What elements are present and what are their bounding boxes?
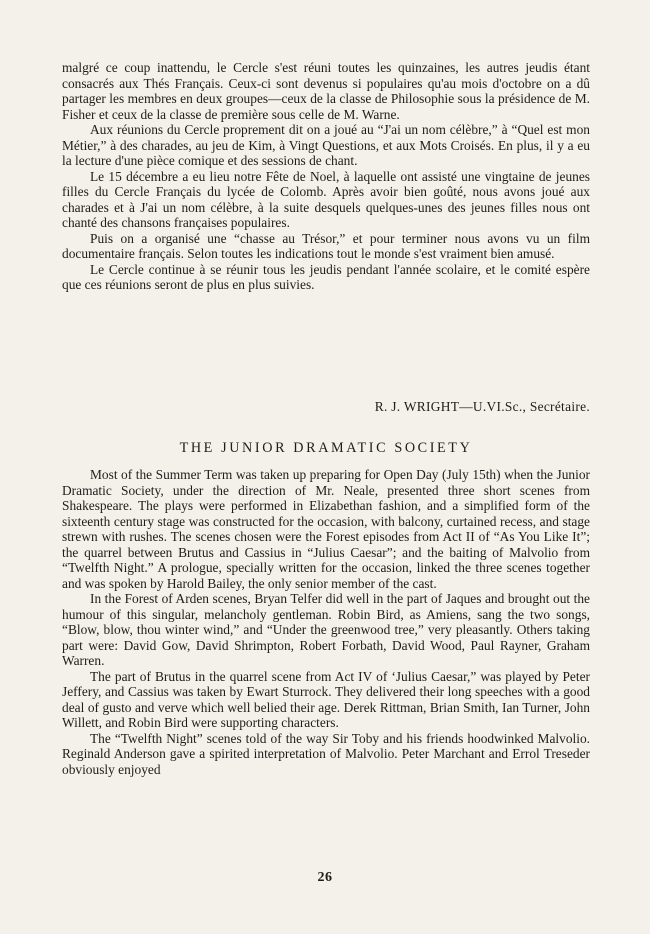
paragraph: The part of Brutus in the quarrel scene from Act IV of ‘Julius Caesar,” was played by Peter Jeffery, and Cassius was taken by Ewart Sturrock. They delivered their long speeches with a good deal of gusto and verve which well belied their age. Derek Rittman, Brian Smith, Ian Turner, John Willett, and Robin Bird were supporting characters. (62, 668, 590, 730)
section-heading: THE JUNIOR DRAMATIC SOCIETY (179, 440, 473, 456)
page-number: 26 (317, 870, 333, 885)
paragraph: Aux réunions du Cercle proprement dit on a joué au “J'ai un nom célèbre,” à “Quel est mon Métier,” à des charades, au jeu de Kim, à Vingt Questions, et aux Mots Croisés. En plus, il y a eu la lecture d'une pièce comique et des sessions de chant. (62, 122, 590, 168)
paragraph: In the Forest of Arden scenes, Bryan Telfer did well in the part of Jaques and brought out the humour of this singular, melancholy gentleman. Robin Bird, as Amiens, sang the two songs, “Blow, blow, thou winter wind,” and “Under the greenwood tree,” very pleasantly. Others taking part were: David Gow, David Shrimpton, Robert Forbath, David Wood, Paul Rayner, Graham Warren. (62, 591, 590, 668)
paragraph: Le 15 décembre a eu lieu notre Fête de Noel, à laquelle ont assisté une vingtaine de jeunes filles du Cercle Français du lycée de Colomb. Après avoir bien goûté, nous avons joué aux charades et à J'ai un nom célèbre, à la suite desquels quelques-unes des jeunes filles nous ont chanté des chansons françaises populaires. (62, 168, 590, 230)
paragraph: malgré ce coup inattendu, le Cercle s'est réuni toutes les quinzaines, les autres jeudis étant consacrés aux Thés Français. Ceux-ci sont devenus si populaires qu'au mois d'octobre on a dû partager les membres en deux groupes—ceux de la classe de Philosophie sous la présidence de M. Fisher et ceux de la classe de première sous celle de M. Warne. (62, 60, 590, 122)
dramatic-society-report (62, 467, 590, 777)
paragraph: Le Cercle continue à se réunir tous les jeudis pendant l'année scolaire, et le comité espère que ces réunions seront de plus en plus suivies. (62, 261, 590, 292)
french-club-report (62, 60, 590, 293)
paragraph: Puis on a organisé une “chasse au Trésor,” et pour terminer nous avons vu un film documentaire français. Selon toutes les indications tout le monde s'est vraiment bien amusé. (62, 230, 590, 261)
paragraph: The “Twelfth Night” scenes told of the way Sir Toby and his friends hoodwinked Malvolio. Reginald Anderson gave a spirited interpretation of Malvolio. Peter Marchant and Errol Treseder obviously enjoyed (62, 730, 590, 777)
secretary-signature: R. J. WRIGHT—U.VI.Sc., Secrétaire. (374, 399, 590, 414)
paragraph: Most of the Summer Term was taken up preparing for Open Day (July 15th) when the Junior Dramatic Society, under the direction of Mr. Neale, presented three short scenes from Shakespeare. The plays were performed in Elizabethan fashion, and a simplified form of the sixteenth century stage was constructed for the occasion, with balcony, curtained recess, and stage strewn with rushes. The scenes chosen were the Forest episodes from Act II of “As You Like It”; the quarrel between Brutus and Cassius in “Julius Caesar”; and the baiting of Malvolio from “Twelfth Night.” A prologue, specially written for the occasion, linked the three scenes together and was spoken by Harold Bailey, the only senior member of the cast. (62, 467, 590, 591)
